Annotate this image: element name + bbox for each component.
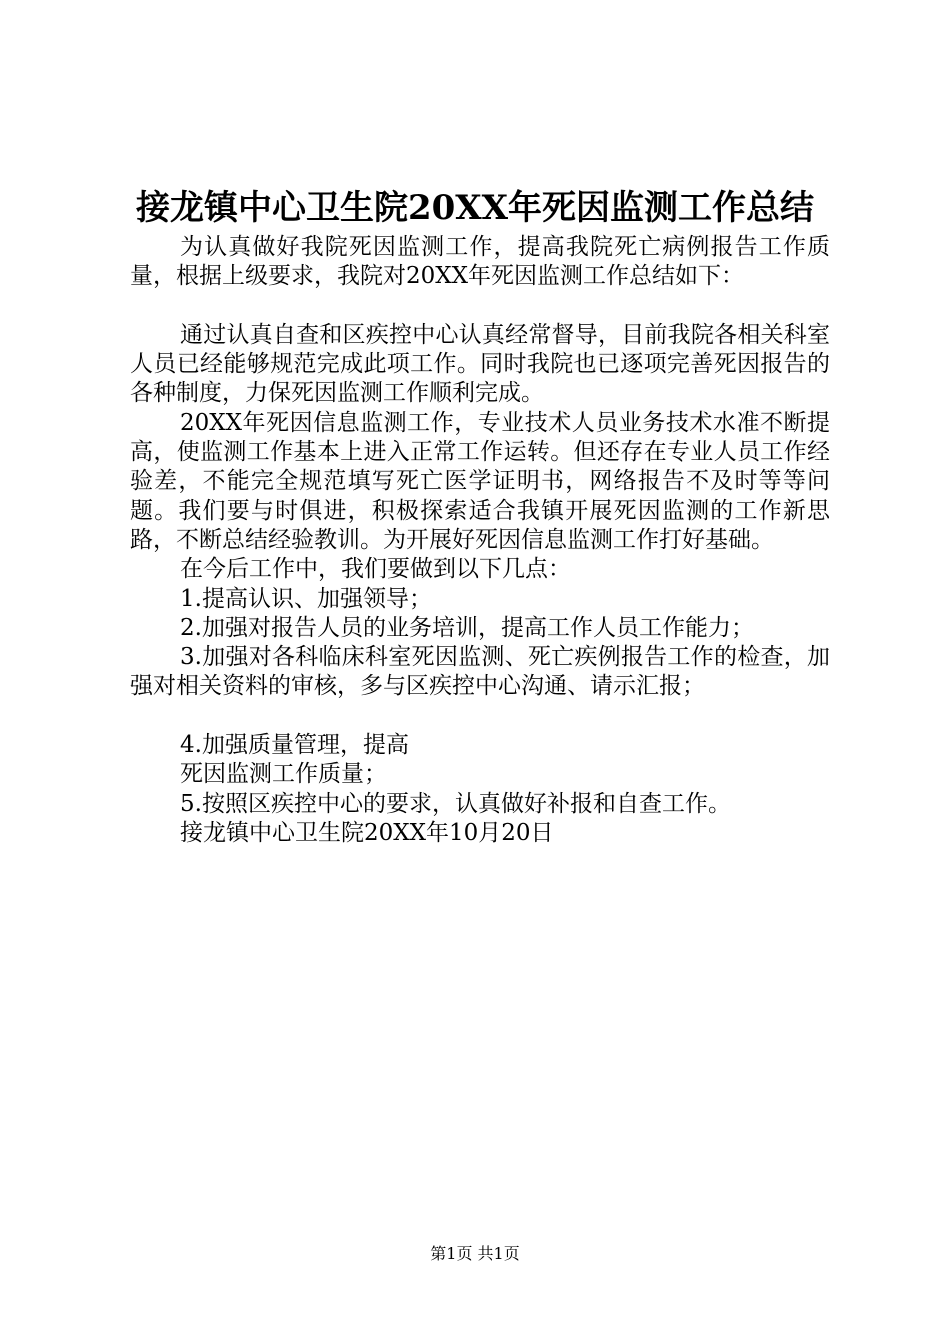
page-footer: 第1页 共1页 xyxy=(430,1244,520,1263)
document-body xyxy=(130,233,830,848)
list-item-4-part-2: 死因监测工作质量； xyxy=(180,761,387,788)
paragraph-future-work: 在今后工作中，我们要做到以下几点： xyxy=(180,556,571,583)
list-item-4-part-1: 4.加强质量管理，提高 xyxy=(180,732,409,759)
list-item-3: 3.加强对各科临床科室死因监测、死亡疾例报告工作的检查，加强对相关资料的审核，多与区疾控中心沟通、请示汇报； xyxy=(130,644,830,700)
list-item-5: 5.按照区疾控中心的要求，认真做好补报和自查工作。 xyxy=(180,790,731,817)
intro-paragraph: 为认真做好我院死因监测工作，提高我院死亡病例报告工作质量，根据上级要求，我院对20XX年死因监测工作总结如下： xyxy=(130,234,830,290)
document-title: 接龙镇中心卫生院20XX年死因监测工作总结 xyxy=(135,188,815,228)
paragraph-supervision: 通过认真自查和区疾控中心认真经常督导，目前我院各相关科室人员已经能够规范完成此项工作。同时我院也已逐项完善死因报告的各种制度，力保死因监测工作顺利完成。 xyxy=(130,321,830,407)
blank-line xyxy=(130,702,830,731)
signature-date: 接龙镇中心卫生院20XX年10月20日 xyxy=(180,819,554,846)
paragraph-status: 20XX年死因信息监测工作，专业技术人员业务技术水准不断提高，使监测工作基本上进入正常工作运转。但还存在专业人员工作经验差，不能完全规范填写死亡医学证明书，网络报告不及时等等问题。我们要与时俱进，积极探索适合我镇开展死因监测的工作新思路，不断总结经验教训。为开展好死因信息监测工作打好基础。 xyxy=(130,409,830,553)
list-item-1: 1.提高认识、加强领导； xyxy=(180,585,432,612)
list-item-2: 2.加强对报告人员的业务培训，提高工作人员工作能力； xyxy=(180,614,754,641)
blank-line xyxy=(130,292,830,321)
